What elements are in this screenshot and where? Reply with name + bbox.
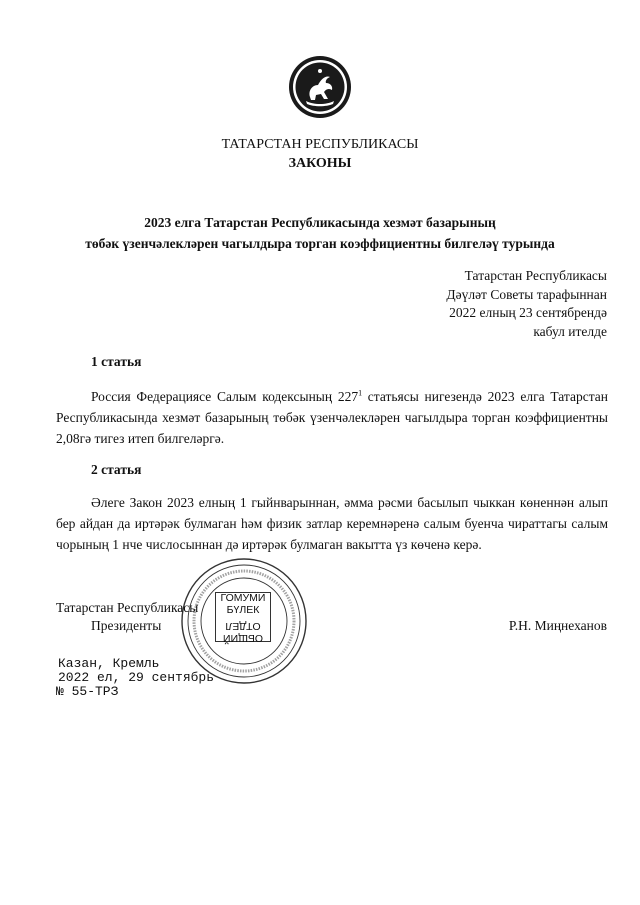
adoption-line1: Татарстан Республикасы	[464, 268, 607, 283]
law-title-line2: төбәк үзенчәлекләрен чагылдыра торган коэффициентны билгеләү турында	[85, 236, 555, 251]
registration-date: 2022 ел, 29 сентябрь	[58, 670, 215, 685]
stamp-line4: ОТДЕЛ	[225, 620, 261, 633]
signature-role-line2: Президенты	[91, 618, 162, 633]
stamp-flipped-lines	[216, 620, 270, 643]
registration-number: № 55-ТРЗ	[56, 684, 119, 699]
coat-of-arms-emblem	[288, 55, 352, 119]
registration-place: Казан, Кремль	[58, 656, 160, 671]
article1-text	[56, 386, 608, 449]
stamp-inner-box	[215, 592, 271, 642]
article1-text-before: Россия Федерациясе Салым кодексының 227	[91, 389, 359, 404]
article2-heading: 2 статья	[91, 462, 142, 477]
law-title	[40, 212, 600, 254]
article1-text-after: статьясы нигезендә 2023 елга Татарстан Республикасында хезмәт базарының төбәк үзенчәлекләрен чагылдыра торган коэффициентны 2,08гә тигез итеп билгеләргә.	[56, 389, 608, 446]
adoption-block	[446, 267, 607, 341]
article2-text: Әлеге Закон 2023 елның 1 гыйнварыннан, әмма рәсми басылып чыккан көненнән алып бер айдан да иртәрәк булмаган һәм физик затлар керемнәренә салым буенча чираттагы салым чорының 1 нче числосыннан дә иртәрәк булмаган вакытта үз көченә керә.	[56, 495, 608, 552]
header-republic: ТАТАРСТАН РЕСПУБЛИКАСЫ	[221, 137, 419, 152]
adoption-line2: Дәүләт Советы тарафыннан	[446, 286, 607, 302]
article1-superscript: 1	[358, 388, 363, 398]
signature-role-line1: Татарстан Республикасы	[56, 600, 199, 615]
adoption-line3: 2022 елның 23 сентябрендә	[449, 305, 607, 320]
signature-name: Р.Н. Миңнеханов	[508, 618, 607, 633]
law-title-line1: 2023 елга Татарстан Республикасында хезмәт базарының	[144, 215, 496, 230]
article1-heading: 1 статья	[91, 354, 142, 369]
stamp-line3: ОБЩИЙ	[223, 632, 263, 644]
adoption-line4: кабул ителде	[533, 323, 607, 339]
stamp-line2: БҮЛЕК	[226, 603, 260, 616]
header-law: ЗАКОНЫ	[288, 156, 352, 171]
stamp-line1: ГОМУМИ	[220, 592, 266, 604]
